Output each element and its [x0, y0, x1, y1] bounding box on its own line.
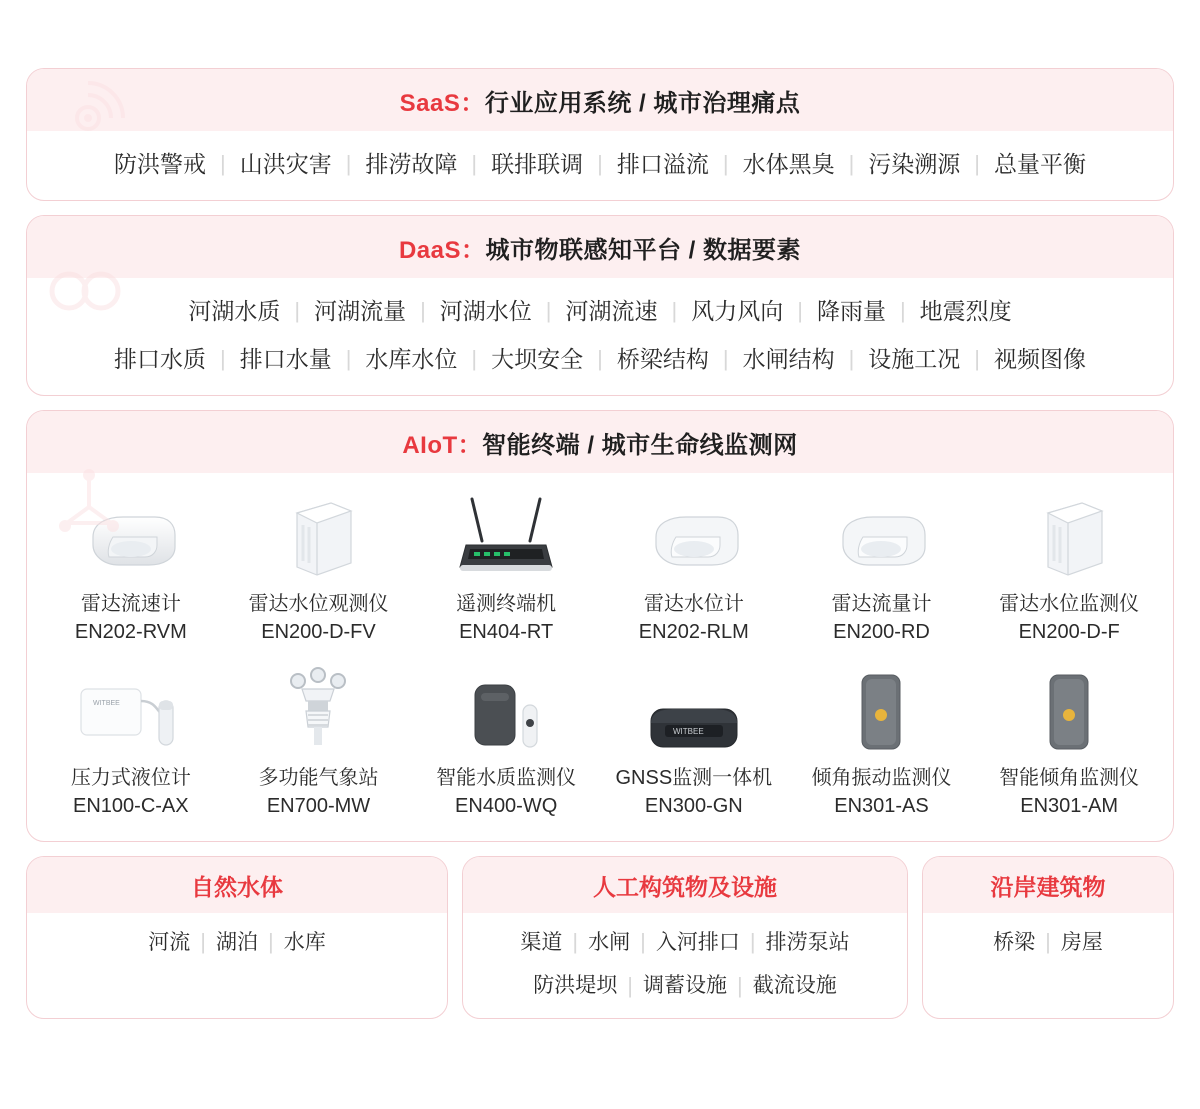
coastal-buildings-title: 沿岸建筑物: [923, 857, 1173, 913]
daas-title-prefix: DaaS：: [398, 236, 486, 264]
artificial-structures-item: 水闸: [588, 930, 631, 954]
svg-text:WITBEE: WITBEE: [672, 726, 704, 736]
separator: |: [722, 151, 729, 177]
coastal-buildings-body: [923, 913, 1173, 975]
device-model: EN700-MW: [266, 794, 371, 817]
pressure-level-gauge-icon: [39, 663, 223, 755]
daas-item: 河湖流量: [314, 297, 407, 324]
daas-item: 设施工况: [868, 346, 961, 372]
separator: |: [219, 151, 226, 177]
coastal-buildings-item: 房屋: [1060, 930, 1103, 954]
device-item: [37, 657, 225, 825]
separator: |: [219, 346, 226, 372]
weather-station-icon: [227, 663, 411, 755]
separator: |: [848, 151, 855, 177]
artificial-structures-items-row-2: [473, 970, 897, 1002]
box-sensor-icon: [227, 489, 411, 581]
separator: |: [974, 346, 981, 372]
artificial-structures-item: 排涝泵站: [765, 930, 850, 954]
separator: |: [345, 346, 352, 372]
separator: |: [294, 297, 301, 323]
separator: |: [1045, 929, 1051, 955]
artificial-structures-item: 调蓄设施: [643, 974, 727, 997]
natural-water-body: [27, 913, 447, 975]
saas-item: 污染溯源: [868, 151, 961, 177]
radar-sensor-icon: [790, 489, 974, 581]
separator: |: [200, 929, 206, 955]
device-item: [37, 483, 225, 651]
daas-body: [27, 278, 1173, 395]
daas-card: [26, 215, 1174, 396]
device-name: 雷达流量计: [831, 592, 932, 615]
saas-item: 联排联调: [491, 151, 584, 177]
separator: |: [640, 929, 646, 955]
daas-item: 水库水位: [365, 346, 458, 372]
daas-items-row-1: [45, 294, 1155, 329]
coastal-buildings-item: 桥梁: [993, 930, 1036, 954]
natural-water-title: 自然水体: [27, 857, 447, 913]
gnss-unit-icon: [602, 663, 786, 755]
saas-item: 总量平衡: [994, 151, 1087, 177]
aiot-title: [27, 411, 1173, 473]
device-model: EN200-D-F: [1018, 620, 1120, 643]
object-layer-row: [26, 856, 1174, 1019]
device-item: [975, 657, 1163, 825]
separator: |: [737, 972, 743, 998]
device-item: [788, 483, 976, 651]
separator: |: [627, 972, 633, 998]
daas-item: 排口水质: [113, 346, 206, 372]
saas-item: 防洪警戒: [113, 151, 206, 177]
device-model: EN100-C-AX: [73, 794, 189, 817]
device-name: 雷达水位计: [643, 592, 744, 615]
daas-title-main: 城市物联感知平台 / 数据要素: [485, 236, 802, 264]
saas-card: [26, 68, 1174, 201]
device-model: EN400-WQ: [455, 794, 558, 817]
daas-item: 视频图像: [994, 346, 1087, 372]
separator: |: [974, 151, 981, 177]
aiot-card: [26, 410, 1174, 842]
device-name: 智能水质监测仪: [436, 766, 577, 789]
separator: |: [722, 346, 729, 372]
separator: |: [597, 151, 603, 177]
natural-water-item: 湖泊: [216, 930, 258, 954]
saas-title-prefix: SaaS：: [399, 90, 485, 117]
aiot-title-main: 智能终端 / 城市生命线监测网: [482, 431, 798, 459]
device-model: EN200-D-FV: [261, 620, 376, 643]
separator: |: [572, 929, 579, 955]
saas-title-main: 行业应用系统 / 城市治理痛点: [484, 90, 801, 117]
natural-water-card: [26, 856, 448, 1019]
device-name: 智能倾角监测仪: [999, 766, 1140, 789]
device-item: [412, 657, 600, 825]
separator: |: [420, 297, 426, 323]
radar-sensor-icon: [39, 489, 223, 581]
artificial-structures-card: [462, 856, 908, 1019]
separator: |: [848, 346, 855, 372]
device-model: EN300-GN: [644, 794, 743, 817]
box-sensor-icon: [977, 489, 1161, 581]
daas-item: 水闸结构: [742, 346, 835, 372]
tilt-vibration-icon: [790, 663, 974, 755]
artificial-structures-title: 人工构筑物及设施: [463, 857, 907, 913]
separator: |: [597, 346, 603, 372]
saas-item: 排涝故障: [365, 151, 458, 177]
saas-items-row: [45, 147, 1155, 182]
device-name: 遥测终端机: [456, 592, 557, 615]
coastal-buildings-items: [933, 927, 1163, 959]
saas-title: [27, 69, 1173, 131]
separator: |: [471, 151, 478, 177]
separator: |: [471, 346, 478, 372]
water-quality-probe-icon: [414, 663, 598, 755]
device-name: GNSS监测一体机: [615, 766, 773, 789]
daas-item: 河湖水位: [439, 297, 532, 324]
aiot-title-prefix: AIoT：: [402, 431, 483, 459]
device-model: EN200-RD: [833, 620, 930, 643]
device-item: [412, 483, 600, 651]
coastal-buildings-card: [922, 856, 1174, 1019]
device-model: EN202-RLM: [638, 620, 749, 643]
daas-item: 河湖流速: [565, 297, 658, 324]
device-name: 雷达水位观测仪: [248, 592, 389, 615]
daas-item: 大坝安全: [491, 346, 584, 372]
device-item: [225, 483, 413, 651]
artificial-structures-item: 截流设施: [752, 974, 837, 997]
daas-item: 河湖水质: [188, 297, 281, 324]
natural-water-item: 河流: [148, 930, 191, 954]
artificial-structures-item: 防洪堤坝: [533, 974, 618, 997]
device-name: 雷达水位监测仪: [999, 592, 1140, 615]
separator: |: [345, 151, 352, 177]
device-name: 多功能气象站: [258, 766, 379, 789]
device-model: EN202-RVM: [74, 620, 187, 643]
daas-item: 地震烈度: [919, 297, 1012, 324]
device-model: EN404-RT: [459, 620, 554, 643]
saas-body: [27, 131, 1173, 200]
separator: |: [899, 297, 906, 323]
separator: |: [797, 297, 803, 323]
svg-text:WITBEE: WITBEE: [92, 699, 120, 707]
device-name: 倾角振动监测仪: [811, 766, 952, 789]
tilt-sensor-icon: [977, 663, 1161, 755]
natural-water-items: [37, 927, 437, 959]
radar-sensor-icon: [602, 489, 786, 581]
artificial-structures-body: [463, 913, 907, 1018]
router-icon: [414, 489, 598, 581]
daas-item: 风力风向: [691, 297, 784, 324]
device-name: 压力式液位计: [70, 766, 191, 789]
device-item: [975, 483, 1163, 651]
device-item: [788, 657, 976, 825]
device-item: [600, 657, 788, 825]
daas-item: 桥梁结构: [616, 346, 709, 372]
device-item: [225, 657, 413, 825]
separator: |: [671, 297, 678, 323]
device-item: [600, 483, 788, 651]
daas-items-row-2: [45, 342, 1155, 377]
device-name: 雷达流速计: [80, 592, 181, 615]
separator: |: [545, 297, 552, 323]
artificial-structures-items-row-1: [473, 927, 897, 959]
artificial-structures-item: 入河排口: [655, 930, 740, 954]
device-model: EN301-AM: [1020, 794, 1119, 817]
device-model: EN301-AS: [834, 794, 929, 817]
saas-item: 排口溢流: [616, 151, 709, 177]
device-grid: [27, 473, 1173, 841]
daas-item: 排口水量: [239, 346, 332, 372]
saas-item: 山洪灾害: [239, 151, 332, 177]
daas-title: [27, 216, 1173, 278]
saas-item: 水体黑臭: [742, 151, 835, 177]
separator: |: [749, 929, 756, 955]
artificial-structures-item: 渠道: [520, 930, 563, 954]
natural-water-item: 水库: [283, 930, 326, 954]
daas-item: 降雨量: [816, 297, 886, 324]
separator: |: [268, 929, 274, 955]
